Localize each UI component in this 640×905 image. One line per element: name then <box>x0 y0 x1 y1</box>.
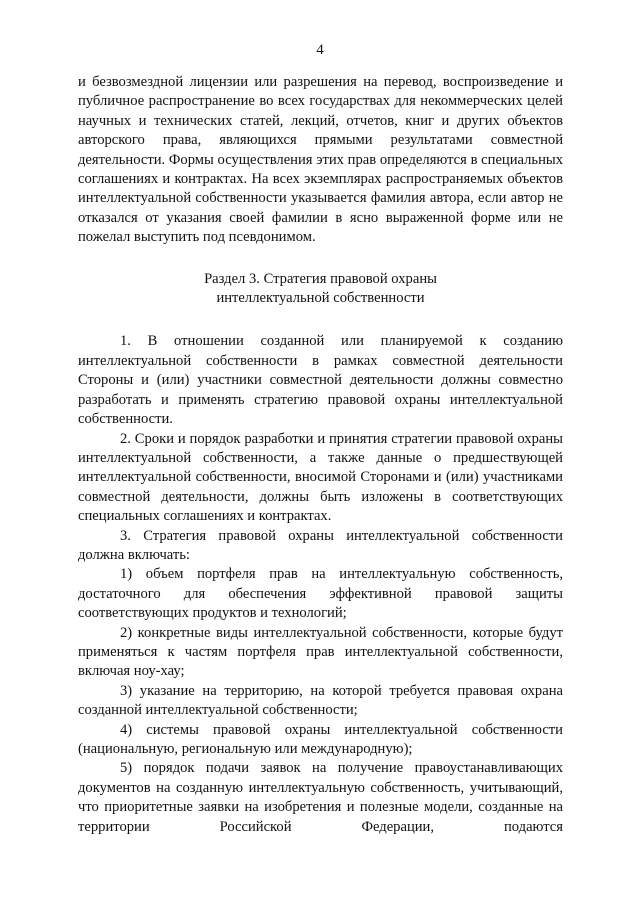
clause-3: 3. Стратегия правовой охраны интеллектуальной собственности должна включать: <box>78 527 563 563</box>
section-title <box>78 270 563 309</box>
section-title-line-2: интеллектуальной собственности <box>216 290 425 307</box>
document-body <box>78 73 563 837</box>
list-item-3: 3) указание на территорию, на которой требуется правовая охрана созданной интеллектуальной собственности; <box>78 682 563 719</box>
section-title-line-1: Раздел 3. Стратегия правовой охраны <box>204 270 437 287</box>
intro-paragraph: и безвозмездной лицензии или разрешения на перевод, воспроизведение и публичное распространение во всех государствах для некоммерческих целей научных и технических статей, лекций, отчетов, книг и других объектов авторского права, являющихся прямыми результатами совместной деятельности. Формы осуществления этих прав определяются в специальных соглашениях и контрактах. На всех экземплярах распространяемых объектов интеллектуальной собственности указывается фамилия автора, если автор не отказался от указания своей фамилии в ясно выраженной форме или не пожелал выступить под псевдонимом. <box>78 74 563 246</box>
list-item-5: 5) порядок подачи заявок на получение правоустанавливающих документов на созданную интеллектуальную собственность, учитывающий, что приоритетные заявки на изобретения и полезные модели, созданные на территории Российской Федерации, подаются <box>78 760 563 835</box>
list-item-4: 4) системы правовой охраны интеллектуальной собственности (национальную, региональную или международную); <box>78 721 563 757</box>
clause-1: 1. В отношении созданной или планируемой к созданию интеллектуальной собственности в рамках совместной деятельности Стороны и (или) участники совместной деятельности должны совместно разработать и применять стратегию правовой охраны интеллектуальной собственности. <box>78 333 563 428</box>
page-number: 4 <box>316 42 324 58</box>
list-item-1: 1) объем портфеля прав на интеллектуальную собственность, достаточного для обеспечения эффективной правовой защиты соответствующих продуктов и технологий; <box>78 566 563 622</box>
clause-2: 2. Сроки и порядок разработки и принятия стратегии правовой охраны интеллектуальной собственности, а также данные о предшествующей интеллектуальной собственности, вносимой Сторонами и (или) участниками совместной деятельности, должны быть изложены в соответствующих специальных соглашениях и контрактах. <box>78 430 563 525</box>
list-item-2: 2) конкретные виды интеллектуальной собственности, которые будут применяться к частям портфеля прав интеллектуальной собственности, включая ноу-хау; <box>78 624 563 680</box>
